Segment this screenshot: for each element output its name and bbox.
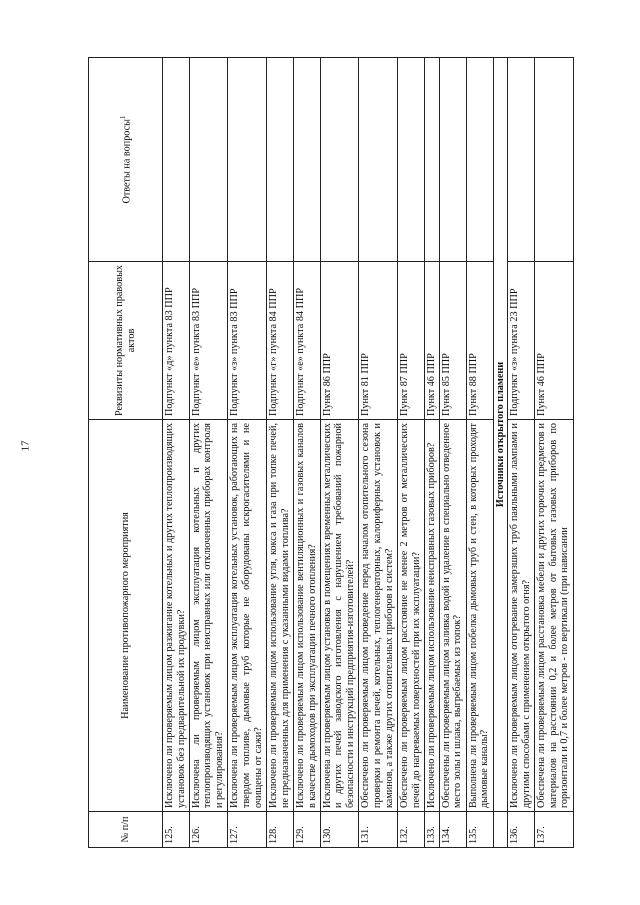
measure-description: Исключено ли проверяемым лицом использование вентиляционных и газовых каналов в качестве дымоходов при эксплуатации печного отопления?: [293, 420, 320, 812]
legal-reference: Подпункт «з» пункта 23 ППР: [508, 262, 535, 420]
measure-description: Обеспечена ли проверяемым лицом расстановка мебели и других горючих предметов и материалов на расстоянии 0,2 и более метров от бытовых газовых приборов по горизонтали и 0,7 и более метров - по вертикали (при нависании: [535, 420, 574, 812]
answer-cell[interactable]: [189, 58, 228, 262]
row-number: 131.: [359, 812, 398, 848]
legal-reference: Пункт 88 ППР: [466, 262, 493, 420]
answer-cell[interactable]: [424, 58, 439, 262]
measure-description: Исключено ли проверяемым лицом использование неисправных газовых приборов?: [424, 420, 439, 812]
measure-description: Исключена ли проверяемым лицом установка в помещениях временных металлических и других печей заводского изготовления с нарушением требований пожарной безопасности и инструкций предприятия-изготовителей?: [320, 420, 359, 812]
legal-reference: Пункт 86 ППР: [320, 262, 359, 420]
legal-reference: Пункт 46 ППР: [535, 262, 574, 420]
legal-reference: Подпункт «г» пункта 84 ППР: [267, 262, 294, 420]
section-title: Источники открытого пламени: [493, 58, 508, 812]
section-row: [493, 58, 508, 848]
row-number: 134.: [439, 812, 466, 848]
table-row: [189, 58, 228, 848]
row-number: 133.: [424, 812, 439, 848]
row-number: 125.: [163, 812, 190, 848]
table-row: [508, 58, 535, 848]
legal-reference: Подпункт «з» пункта 83 ППР: [228, 262, 267, 420]
checklist-table: [88, 57, 574, 848]
measure-description: Обеспечены ли проверяемым лицом заливка водой и удаление в специально отведенное место золы и шлака, выгребаемых из топок?: [439, 420, 466, 812]
legal-reference: Пункт 81 ППР: [359, 262, 398, 420]
answer-cell[interactable]: [320, 58, 359, 262]
answer-cell[interactable]: [228, 58, 267, 262]
table-row: [267, 58, 294, 848]
table-row: [466, 58, 493, 848]
legal-reference: Подпункт «е» пункта 84 ППР: [293, 262, 320, 420]
row-number: 137.: [535, 812, 574, 848]
answer-cell[interactable]: [359, 58, 398, 262]
row-number: 129.: [293, 812, 320, 848]
table-row: [398, 58, 425, 848]
legal-reference: Пункт 87 ППР: [398, 262, 425, 420]
header-name: Наименование противопожарного мероприятия: [89, 420, 163, 812]
measure-description: Исключена ли проверяемым лицом эксплуатация котельных и других теплопроизводящих установок при неисправных или отключенных приборах контроля и регулирования?: [189, 420, 228, 812]
header-requisites: Реквизиты нормативных правовых актов: [89, 262, 163, 420]
legal-reference: Пункт 46 ППР: [424, 262, 439, 420]
answer-cell[interactable]: [466, 58, 493, 262]
answer-cell[interactable]: [535, 58, 574, 262]
section-spacer: [493, 812, 508, 848]
legal-reference: Подпункт «д» пункта 83 ППР: [163, 262, 190, 420]
fire-safety-checklist: [88, 58, 574, 848]
answer-cell[interactable]: [398, 58, 425, 262]
answer-cell[interactable]: [267, 58, 294, 262]
legal-reference: Подпункт «е» пункта 83 ППР: [189, 262, 228, 420]
table-row: [359, 58, 398, 848]
table-row: [424, 58, 439, 848]
measure-description: Исключено ли проверяемым лицом разжигание котельных и других теплопроизводящих установок без предварительной их продувки?: [163, 420, 190, 812]
table-row: [228, 58, 267, 848]
row-number: 128.: [267, 812, 294, 848]
answer-cell[interactable]: [508, 58, 535, 262]
row-number: 136.: [508, 812, 535, 848]
page-number: 17: [19, 440, 32, 452]
header-row: [89, 58, 163, 848]
row-number: 132.: [398, 812, 425, 848]
answer-cell[interactable]: [163, 58, 190, 262]
row-number: 130.: [320, 812, 359, 848]
measure-description: Обеспечено ли проверяемым лицом проведение перед началом отопительного сезона проверки и ремонта печей, котельных, теплогенераторных, калориферных установок и каминов, а также других отопительных приборов и систем?: [359, 420, 398, 812]
answer-cell[interactable]: [439, 58, 466, 262]
row-number: 135.: [466, 812, 493, 848]
table-row: [320, 58, 359, 848]
measure-description: Исключено ли проверяемым лицом использование угля, кокса и газа при топке печей, не предназначенных для применения с указанными видами топлива?: [267, 420, 294, 812]
row-number: 127.: [228, 812, 267, 848]
table-row: [163, 58, 190, 848]
table-row: [293, 58, 320, 848]
measure-description: Выполнена ли проверяемым лицом побелка дымовых труб и стен, в которых проходят дымовые каналы?: [466, 420, 493, 812]
table-row: [439, 58, 466, 848]
answer-cell[interactable]: [293, 58, 320, 262]
measure-description: Исключено ли проверяемым лицом отогревание замерзших труб паяльными лампами и другими способами с применением открытого огня?: [508, 420, 535, 812]
header-num: № п/п: [89, 812, 163, 848]
measure-description: Обеспечено ли проверяемым лицом расстояние не менее 2 метров от металлических печей до нагреваемых поверхностей при их эксплуатации?: [398, 420, 425, 812]
table-row: [535, 58, 574, 848]
header-answers: Ответы на вопросы$^1$: [89, 58, 163, 262]
measure-description: Исключена ли проверяемым лицом эксплуатация котельных установок, работающих на твердом топливе, дымовые труб которые не оборудованы искрогасителями и не очищены от сажи?: [228, 420, 267, 812]
row-number: 126.: [189, 812, 228, 848]
legal-reference: Пункт 85 ППР: [439, 262, 466, 420]
